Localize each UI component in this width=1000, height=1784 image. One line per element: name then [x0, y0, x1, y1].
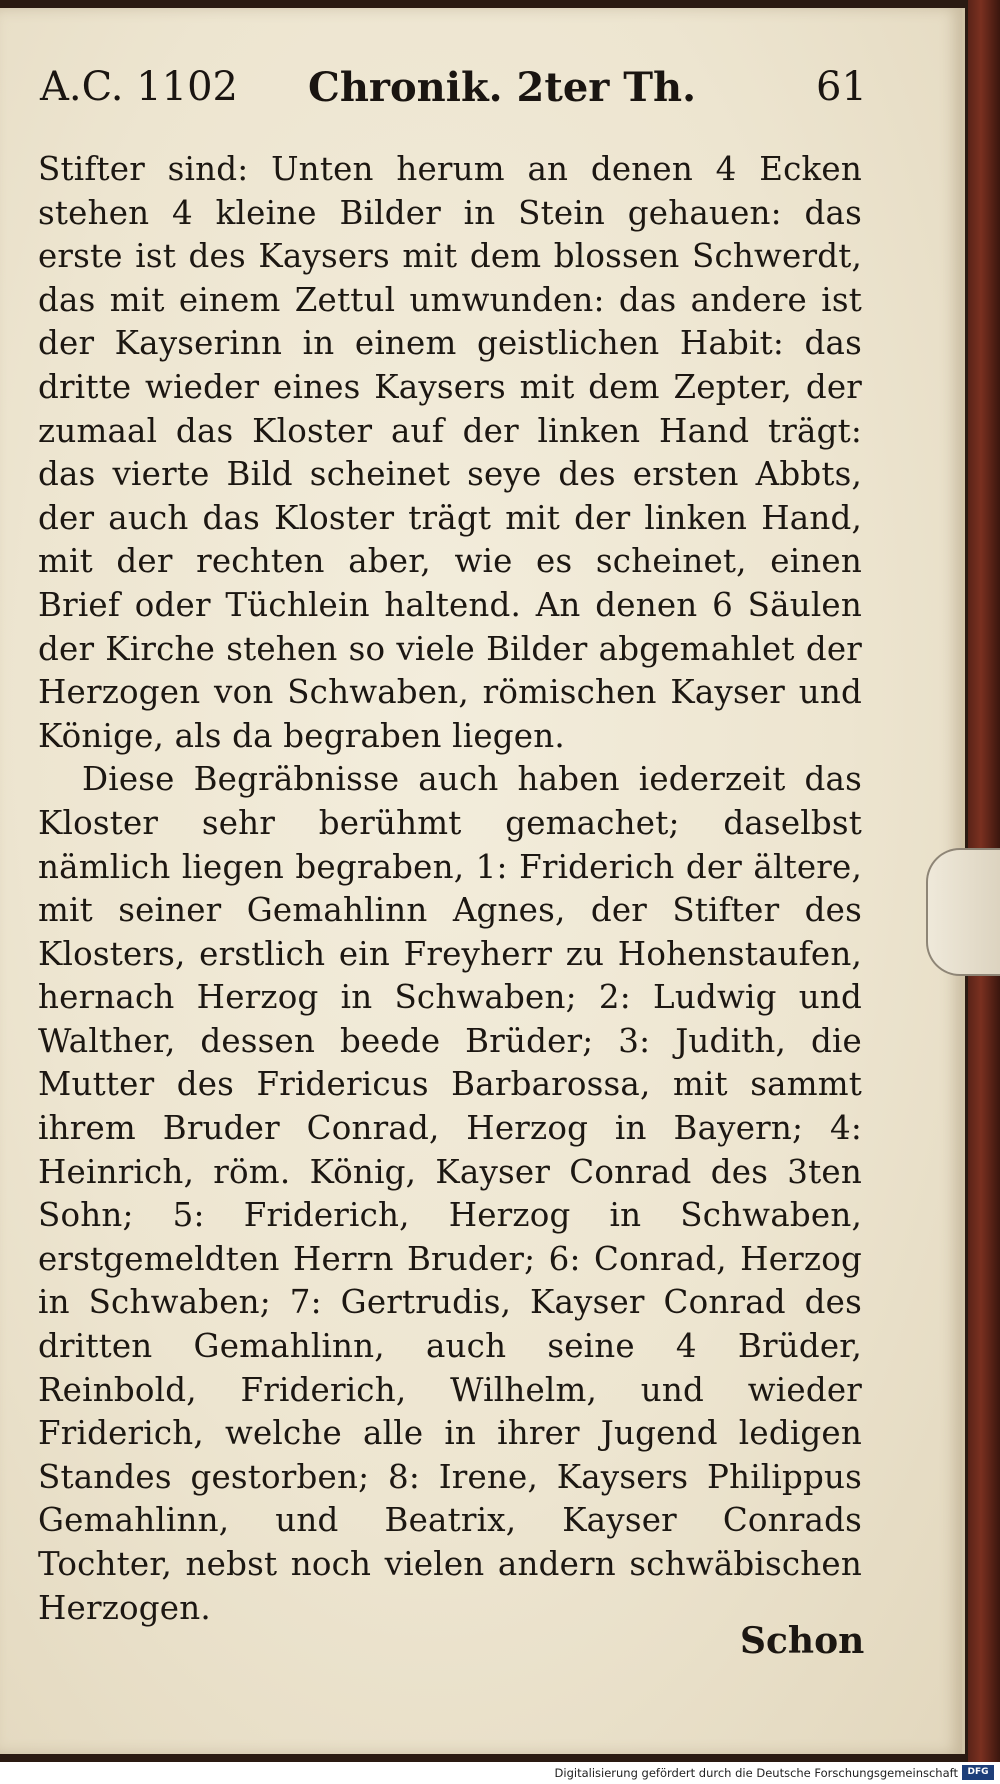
dfg-logo: DFG [962, 1765, 994, 1780]
book-page [0, 8, 965, 1754]
header-year: A.C. 1102 [40, 64, 239, 110]
page-body [38, 148, 862, 1630]
page-marker-tab [926, 848, 1000, 976]
paragraph-1: Stifter sind: Unten herum an denen 4 Ecken stehen 4 kleine Bilder in Stein gehauen: das erste ist des Kaysers mit dem blossen Schwerdt, das mit einem Zettul umwunden: das andere ist der Kayserinn in einem geistlichen Habit: das dritte wieder eines Kaysers mit dem Zepter, der zumaal das Kloster auf der linken Hand trägt: das vierte Bild scheinet seye des ersten Abbts, der auch das Kloster trägt mit der linken Hand, mit der rechten aber, wie es scheinet, einen Brief oder Tüchlein haltend. An denen 6 Säulen der Kirche stehen so viele Bilder abgemahlet der Herzogen von Schwaben, römischen Kayser und Könige, als da begraben liegen. [38, 150, 862, 755]
catchword: Schon [740, 1620, 865, 1662]
funding-credit: Digitalisierung gefördert durch die Deutsche Forschungsgemeinschaft [554, 1766, 958, 1780]
running-header [40, 64, 870, 124]
footer-bar [0, 1762, 1000, 1784]
header-title: Chronik. 2ter Th. [308, 64, 697, 111]
page-number: 61 [816, 64, 867, 110]
paragraph-2: Diese Begräbnisse auch haben iederzeit das Kloster sehr berühmt gemachet; daselbst nämlich liegen begraben, 1: Friderich der ältere, mit seiner Gemahlinn Agnes, der Stifter des Klosters, erstlich ein Freyherr zu Hohenstaufen, hernach Herzog in Schwaben; 2: Ludwig und Walther, dessen beede Brüder; 3: Judith, die Mutter des Fridericus Barbarossa, mit sammt ihrem Bruder Conrad, Herzog in Bayern; 4: Heinrich, röm. König, Kayser Conrad des 3ten Sohn; 5: Friderich, Herzog in Schwaben, erstgemeldten Herrn Bruder; 6: Conrad, Herzog in Schwaben; 7: Gertrudis, Kayser Conrad des dritten Gemahlinn, auch seine 4 Brüder, Reinbold, Friderich, Wilhelm, und wieder Friderich, welche alle in ihrer Jugend ledigen Standes gestorben; 8: Irene, Kaysers Philippus Gemahlinn, und Beatrix, Kayser Conrads Tochter, nebst noch vielen andern schwäbischen Herzogen. [38, 760, 862, 1627]
